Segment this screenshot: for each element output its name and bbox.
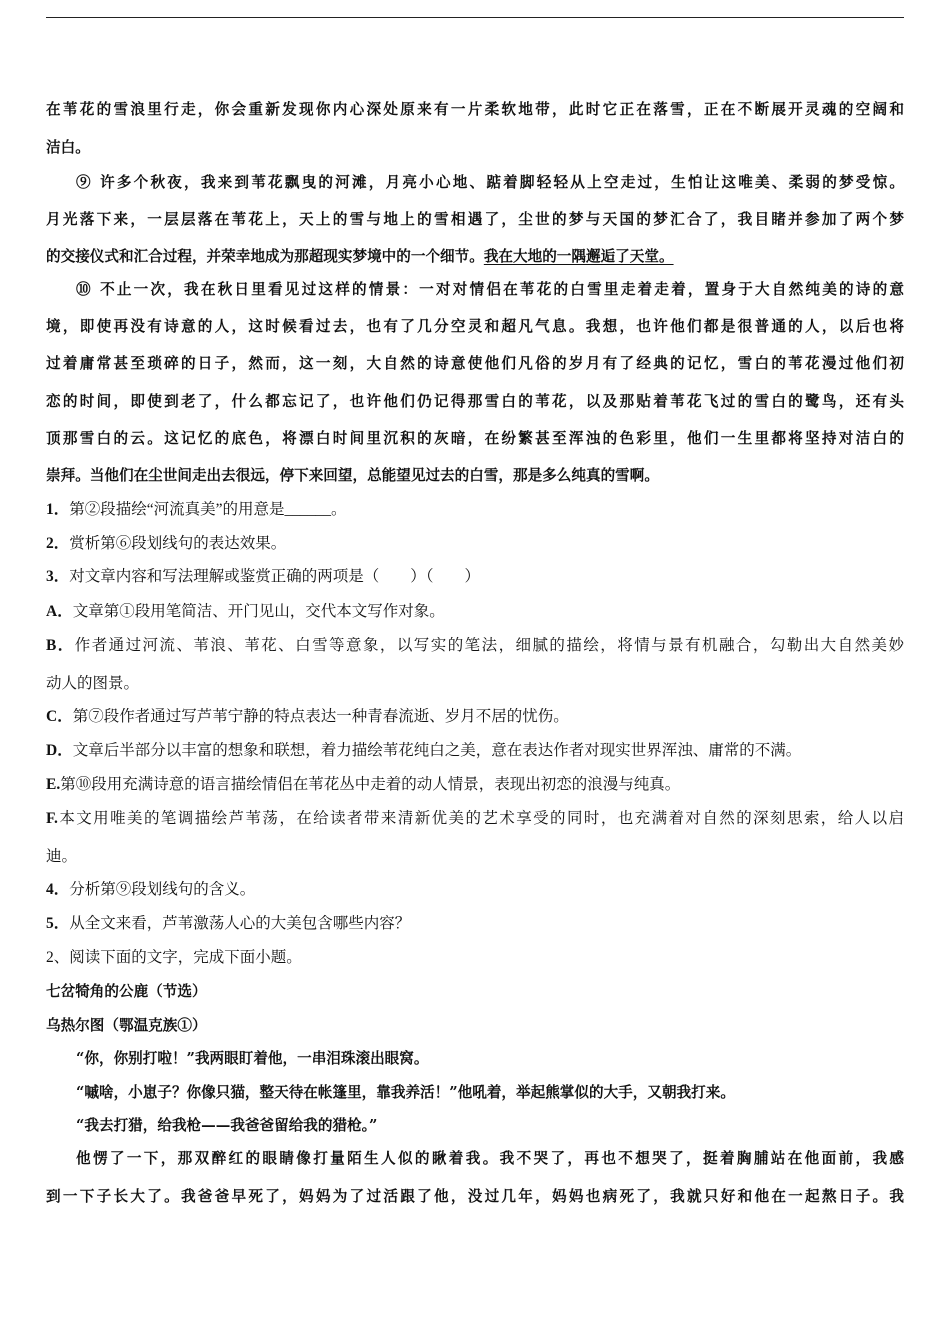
- story-paragraph: “嘁啥，小崽子？你像只猫，整天待在帐篷里，靠我养活！”他吼着，举起熊掌似的大手，又朝我打来。: [76, 1084, 735, 1101]
- section-2-intro: 2、阅读下面的文字，完成下面小题。: [46, 949, 302, 966]
- option-text: 本文用唯美的笔调描绘芦苇荡，在给读者带来清新优美的艺术享受的同时，也充满着对自然的深刻思索，给人以启: [57, 810, 904, 827]
- question-text: 对文章内容和写法理解或鉴赏正确的两项是（ ）（ ）: [69, 568, 481, 585]
- question-number: 2．: [46, 535, 70, 552]
- paragraph-9-text: 的交接仪式和汇合过程，并荣幸地成为那超现实梦境中的一个细节。: [46, 248, 484, 265]
- question-3: [46, 568, 904, 586]
- question-number: 3．: [46, 568, 70, 585]
- question-1: [46, 501, 904, 519]
- question-number: 1．: [46, 501, 70, 518]
- question-text: 第②段描绘“河流真美”的用意是: [69, 501, 285, 518]
- section-2-title: 七岔犄角的公鹿（节选）: [46, 983, 207, 1000]
- question-number: 5．: [46, 915, 70, 932]
- option-f: [46, 810, 904, 828]
- paragraph-10-line: 过着庸常甚至琐碎的日子，然而，这一刻，大自然的诗意使他们凡俗的岁月有了经典的记忆，雪白的苇花漫过他们初: [46, 355, 904, 372]
- option-e: [46, 776, 904, 794]
- question-text: 赏析第⑥段划线句的表达效果。: [69, 535, 287, 552]
- story-paragraph: 他愣了一下，那双醉红的眼睛像打量陌生人似的瞅着我。我不哭了，再也不想哭了，挺着胸脯站在他面前，我感: [76, 1150, 904, 1167]
- option-c: [46, 708, 904, 726]
- paragraph-10-line: 顶那雪白的云。这记忆的底色，将漂白时间里沉积的灰暗，在纷繁甚至浑浊的色彩里，他们一生里都将坚持对洁白的: [46, 430, 904, 447]
- answer-blank: ______: [284, 501, 332, 518]
- passage-line: 在苇花的雪浪里行走，你会重新发现你内心深处原来有一片柔软地带，此时它正在落雪，正在不断展开灵魂的空阔和: [46, 101, 904, 118]
- option-text: 第⑩段用充满诗意的语言描绘情侣在苇花丛中走着的动人情景，表现出初恋的浪漫与纯真。: [60, 776, 681, 793]
- paragraph-9-line: [46, 248, 904, 266]
- option-a: [46, 603, 904, 621]
- option-label: A．: [46, 603, 73, 620]
- paragraph-10-line: 恋的时间，即使到老了，什么都忘记了，也许他们仍记得那雪白的苇花，以及那贴着苇花飞过的雪白的鹭鸟，还有头: [46, 393, 904, 410]
- option-text: 文章后半部分以丰富的想象和联想，着力描绘苇花纯白之美，意在表达作者对现实世界浑浊、庸常的不满。: [72, 742, 802, 759]
- option-label: B．: [46, 637, 75, 654]
- story-paragraph: “你，你别打啦！”我两眼盯着他，一串泪珠滚出眼窝。: [76, 1050, 429, 1067]
- question-4: [46, 881, 904, 899]
- paragraph-10-line: ⑩ 不止一次，我在秋日里看见过这样的情景：一对对情侣在苇花的白雪里走着走着，置身于大自然纯美的诗的意: [76, 281, 904, 298]
- underlined-sentence: 我在大地的一隅邂逅了天堂。: [483, 248, 674, 265]
- question-5: [46, 915, 904, 933]
- option-b-continued: 动人的图景。: [46, 675, 140, 692]
- option-label: F.: [46, 810, 58, 827]
- question-text: 从全文来看，芦苇激荡人心的大美包含哪些内容？: [69, 915, 411, 932]
- option-label: C．: [46, 708, 73, 725]
- story-paragraph: 到一下子长大了。我爸爸早死了，妈妈为了过活跟了他，没过几年，妈妈也病死了，我就只好和他在一起熬日子。我: [46, 1188, 904, 1205]
- paragraph-9-line: ⑨ 许多个秋夜，我来到苇花飘曳的河滩，月亮小心地、踮着脚轻轻从上空走过，生怕让这唯美、柔弱的梦受惊。: [76, 174, 904, 191]
- option-f-continued: 迪。: [46, 848, 78, 865]
- option-label: D．: [46, 742, 73, 759]
- section-2-author: 乌热尔图（鄂温克族①）: [46, 1017, 207, 1034]
- option-text: 文章第①段用笔简洁、开门见山，交代本文写作对象。: [72, 603, 445, 620]
- question-number: 4．: [46, 881, 70, 898]
- passage-line: 洁白。: [46, 139, 90, 156]
- paragraph-9-line: 月光落下来，一层层落在苇花上，天上的雪与地上的雪相遇了，尘世的梦与天国的梦汇合了，我目睹并参加了两个梦: [46, 211, 904, 228]
- paragraph-10-line: 崇拜。当他们在尘世间走出去很远，停下来回望，总能望见过去的白雪，那是多么纯真的雪啊。: [46, 467, 659, 484]
- option-text: 作者通过河流、苇浪、苇花、白雪等意象，以写实的笔法，细腻的描绘，将情与景有机融合，勾勒出大自然美妙: [74, 637, 904, 654]
- paragraph-10-line: 境，即使再没有诗意的人，这时候看过去，也有了几分空灵和超凡气息。我想，也许他们都是很普通的人，以后也将: [46, 318, 904, 335]
- question-end: 。: [331, 501, 347, 518]
- question-text: 分析第⑨段划线句的含义。: [69, 881, 256, 898]
- header-rule: [46, 17, 904, 18]
- option-label: E.: [46, 776, 61, 793]
- question-2: [46, 535, 904, 553]
- option-b: [46, 637, 904, 655]
- option-d: [46, 742, 904, 760]
- story-paragraph: “我去打猎，给我枪——我爸爸留给我的猎枪。”: [76, 1117, 378, 1134]
- option-text: 第⑦段作者通过写芦苇宁静的特点表达一种青春流逝、岁月不居的忧伤。: [72, 708, 569, 725]
